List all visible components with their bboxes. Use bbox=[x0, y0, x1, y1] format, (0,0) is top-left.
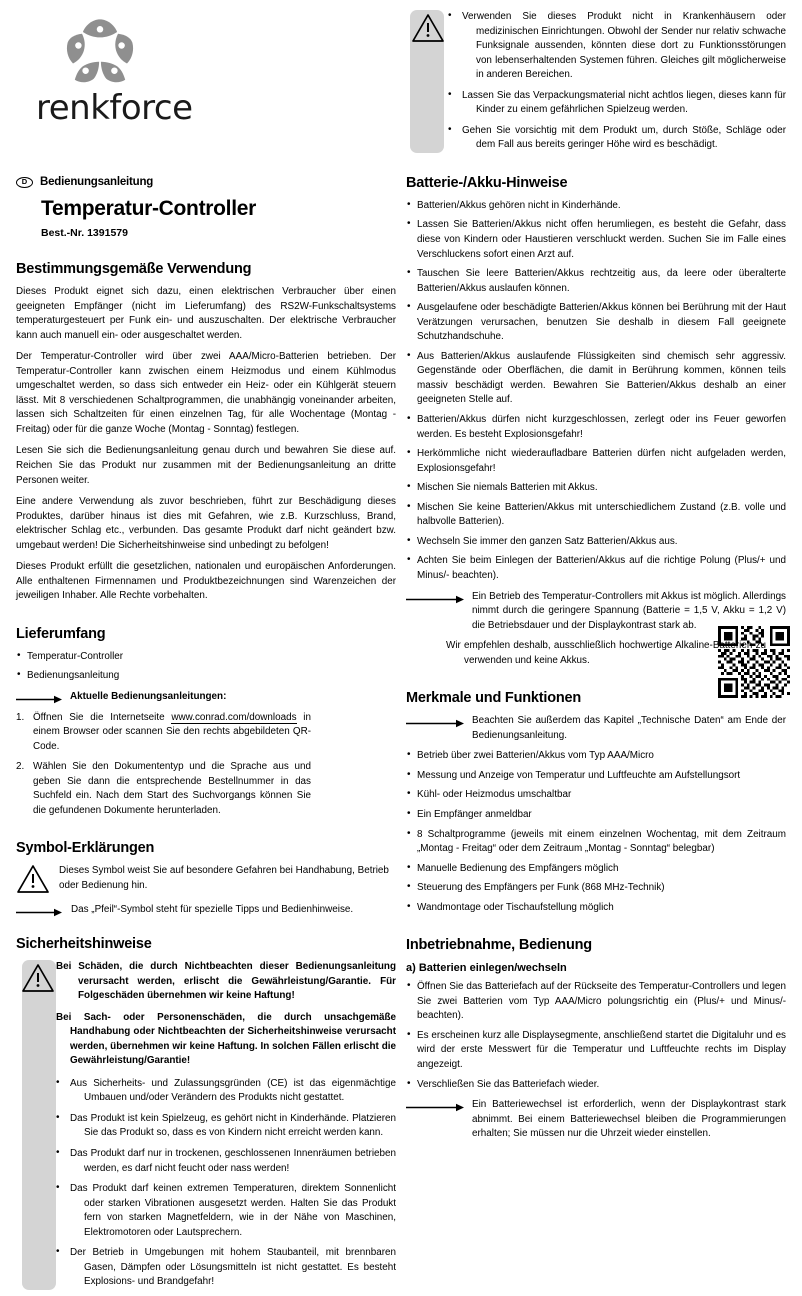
section-heading-startup: Inbetriebnahme, Bedienung bbox=[406, 937, 592, 954]
page-title: Temperatur-Controller bbox=[41, 197, 257, 220]
list-item bbox=[56, 1246, 396, 1290]
list-item: • Wandmontage oder Tischaufstellung möglich bbox=[406, 901, 786, 916]
list-item: • Messung und Anzeige von Temperatur und Luftfeuchte am Aufstellungsort bbox=[406, 769, 786, 784]
safety-panel-bar bbox=[22, 960, 56, 1290]
download-link[interactable]: www.conrad.com/downloads bbox=[171, 711, 297, 723]
list-item: • Betrieb über zwei Batterien/Akkus vom Typ AAA/Micro bbox=[406, 749, 786, 764]
section-heading-safety: Sicherheitshinweise bbox=[16, 935, 152, 952]
brand-logo bbox=[36, 14, 396, 128]
download-note-label: Aktuelle Bedienungsanleitungen: bbox=[70, 691, 227, 703]
list-item: • 8 Schaltprogramme (jeweils mit einem einzelnen Wochentag, mit dem Zeitraum „Montag - Freitag“ oder dem Zeitraum „Montag - Sonntag“ belegbar) bbox=[406, 828, 786, 857]
list-item: • Ausgelaufene oder beschädigte Batterien/Akkus können bei Berührung mit der Haut Verätzungen verursachen, benutzen Sie deshalb in diesem Fall geeignete Schutzhandschuhe. bbox=[406, 301, 786, 345]
list-item bbox=[448, 124, 786, 153]
section-heading-intended-use: Bestimmungsgemäße Verwendung bbox=[16, 261, 252, 277]
list-item-text: • Verwenden Sie dieses Produkt nicht in Krankenhäusern oder medizinischen Einrichtungen. Obwohl der Sender nur relativ schwache Funksignale aussenden, könnten diese dort zu Funktionsstörungen von lebenserhaltenden Systemen führen. Gleiches gilt möglicherweise in anderen Bereichen. bbox=[462, 11, 786, 81]
section-heading-scope-of-delivery: Lieferumfang bbox=[16, 625, 106, 642]
symbol-arrow-text: Das „Pfeil“-Symbol steht für spezielle Tipps und Bedienhinweise. bbox=[71, 904, 354, 916]
order-number: Best.-Nr. 1391579 bbox=[41, 227, 128, 239]
symbol-warning-row bbox=[16, 864, 396, 894]
arrow-right-icon bbox=[16, 695, 62, 704]
list-item: • Lassen Sie Batterien/Akkus nicht offen herumliegen, es besteht die Gefahr, dass diese von Kindern oder Haustieren verschluckt werden. Suchen Sie im Falle eines Verschluckens sofort einen Arzt auf. bbox=[406, 218, 786, 262]
download-steps bbox=[16, 711, 311, 819]
features-list bbox=[406, 749, 786, 915]
list-item: • Herkömmliche nicht wiederaufladbare Batterien dürfen nicht aufgeladen werden, Explosionsgefahr! bbox=[406, 447, 786, 476]
list-item: • Aus Batterien/Akkus auslaufende Flüssigkeiten sind chemisch sehr aggressiv. Gegenstände oder Oberflächen, die damit in Berührung kommen, können teils massiv beschädigt werden. Bewahren Sie Batterien/Akkus deshalb an einer geeigneten Stelle auf. bbox=[406, 350, 786, 408]
battery-arrow-note bbox=[406, 590, 786, 634]
list-item bbox=[448, 10, 786, 83]
features-arrow-note-text: Beachten Sie außerdem das Kapitel „Technische Daten“ am Ende der Bedienungsanleitung. bbox=[472, 715, 786, 741]
warning-triangle-icon bbox=[411, 13, 445, 43]
document-type-label: Bedienungsanleitung bbox=[40, 176, 154, 188]
paragraph: Eine andere Verwendung als zuvor beschrieben, führt zur Beschädigung dieses Produktes, darüber hinaus ist dies mit Gefahren, wie z.B. Kurzschluss, Brand, elektrischer Schlag etc., verbunden. Das gesamte Produkt darf nicht geändert bzw. umgebaut werden! Die Sicherheitshinweise sind unbedingt zu befolgen! bbox=[16, 496, 396, 551]
safety-continued-list bbox=[448, 10, 786, 153]
safety-list bbox=[56, 1077, 396, 1290]
arrow-right-icon bbox=[406, 719, 464, 728]
warning-triangle-icon bbox=[21, 963, 55, 993]
right-column bbox=[406, 0, 786, 1148]
safety-bold-warning-1: Bei Schäden, die durch Nichtbeachten dieser Bedienungsanleitung verursacht werden, erlischt die Gewährleistung/Garantie. Für Folgeschäden übernehmen wir keine Haftung! bbox=[56, 960, 396, 1002]
arrow-right-icon bbox=[406, 1103, 464, 1112]
section-heading-symbols: Symbol-Erklärungen bbox=[16, 840, 155, 857]
startup-arrow-note-text: Ein Batteriewechsel ist erforderlich, wenn der Displaykontrast stark abnimmt. Bei einem Batteriewechsel bleiben die Programmierungen erhalten; Sie müssen nur die Uhrzeit wieder einstellen. bbox=[472, 1099, 786, 1140]
symbol-arrow-row bbox=[16, 903, 396, 918]
list-item-text: • Gehen Sie vorsichtig mit dem Produkt um, durch Stöße, Schläge oder dem Fall aus bereits geringer Höhe wird es beschädigt. bbox=[462, 124, 786, 151]
list-item: • Kühl- oder Heizmodus umschaltbar bbox=[406, 788, 786, 803]
arrow-right-icon bbox=[16, 908, 62, 917]
battery-recommendation-text: Wir empfehlen deshalb, ausschließlich hochwertige Alkaline-Batterien zu verwenden und keine Akkus. bbox=[446, 640, 766, 666]
list-item bbox=[448, 89, 786, 118]
list-item: • Steuerung des Empfängers per Funk (868 MHz-Technik) bbox=[406, 881, 786, 896]
list-item: • Batterien/Akkus gehören nicht in Kinderhände. bbox=[406, 199, 786, 214]
language-flag-icon: D bbox=[16, 177, 33, 188]
safety-warning-panel bbox=[16, 960, 396, 1290]
scope-list bbox=[16, 650, 396, 684]
list-item bbox=[56, 1077, 396, 1106]
list-item-text: • Das Produkt darf keinen extremen Temperaturen, direktem Sonnenlicht oder starken Vibrationen ausgesetzt werden. Halten Sie das Produkt fern von starken Magnetfeldern, wie in der Nähe von Maschinen, Elektromotoren oder Lautsprechern. bbox=[70, 1183, 396, 1238]
list-item-text: • Der Betrieb in Umgebungen mit hohem Staubanteil, mit brennbaren Gasen, Dämpfen oder Lösungsmitteln ist nicht gestattet. Es besteht Explosions- und Brandgefahr! bbox=[70, 1247, 396, 1288]
list-item-text: • Lassen Sie das Verpackungsmaterial nicht achtlos liegen, dieses kann für Kinder zu einem gefährlichen Spielzeug werden. bbox=[462, 89, 786, 116]
list-item: • Öffnen Sie das Batteriefach auf der Rückseite des Temperatur-Controllers und legen Sie zwei Batterien vom Typ AAA/Micro polungsrichtig ein (Plus/+ und Minus/- beachten). bbox=[406, 980, 786, 1024]
list-item-text: • Das Produkt darf nur in trockenen, geschlossenen Innenräumen betrieben werden, es darf nicht feucht oder nass werden! bbox=[70, 1147, 396, 1174]
safety-warning-panel-continued bbox=[406, 10, 786, 153]
list-item-text: • Das Produkt ist kein Spielzeug, es gehört nicht in Kinderhände. Platzieren Sie das Produkt so, dass es von Kindern nicht erreicht werden kann. bbox=[70, 1112, 396, 1139]
startup-list bbox=[406, 980, 786, 1092]
paragraph: Dieses Produkt erfüllt die gesetzlichen, nationalen und europäischen Anforderungen. Alle enthaltenen Firmennamen und Produktbezeichnungen sind Warenzeichen der jeweiligen Inhaber. Alle Rechte vorbehalten. bbox=[16, 561, 396, 602]
battery-list bbox=[406, 199, 786, 584]
features-arrow-note bbox=[406, 714, 786, 743]
list-item-text: • Aus Sicherheits- und Zulassungsgründen (CE) ist das eigenmächtige Umbauen und/oder Verändern des Produkts nicht gestattet. bbox=[70, 1077, 396, 1104]
brand-wordmark: renkforce bbox=[36, 88, 193, 128]
subsection-heading-insert-batteries: a) Batterien einlegen/wechseln bbox=[406, 962, 567, 975]
safety-bold-warning-2: Bei Sach- oder Personenschäden, die durch unsachgemäße Handhabung oder Nichtbeachten der Sicherheitshinweise verursacht werden, übernehmen wir keine Haftung. In solchen Fällen erlischt die Gewährleistung/Garantie! bbox=[56, 1011, 396, 1067]
list-item bbox=[56, 1112, 396, 1141]
arrow-right-icon bbox=[406, 595, 464, 604]
list-item: • Es erscheinen kurz alle Displaysegmente, anschließend startet die Digitaluhr und es wird der erste Messwert für die Temperatur und Luftfeuchte rechts im Display angezeigt. bbox=[406, 1029, 786, 1073]
startup-arrow-note bbox=[406, 1098, 786, 1142]
paragraph: Der Temperatur-Controller wird über zwei AAA/Micro-Batterien betrieben. Der Temperatur-Controller kann zwischen einem Heizmodus und einem Kühlmodus umgeschaltet werden, so dass sich entweder ein Heiz- oder ein Kühlgerät steuern lässt. Mit 8 verschiedenen Schaltprogrammen, die unabhängig voneinander arbeiten, lassen sich Schaltzeiten für einen einzelnen Tag, für alle Wochentage (Montag - Freitag) oder für die ganze Woche (Montag - Sonntag) festlegen. bbox=[16, 351, 396, 435]
battery-arrow-note-text: Ein Betrieb des Temperatur-Controllers mit Akkus ist möglich. Allerdings nimmt durch die geringere Spannung (Batterie = 1,5 V, Akku = 1,2 V) die Betriebsdauer und der Displaykontrast stark ab. bbox=[472, 590, 786, 631]
list-item: • Verschließen Sie das Batteriefach wieder. bbox=[406, 1078, 786, 1093]
list-item: • Ein Empfänger anmeldbar bbox=[406, 808, 786, 823]
symbol-warning-text: Dieses Symbol weist Sie auf besondere Gefahren bei Handhabung, Betrieb oder Bedienung hin. bbox=[59, 865, 389, 891]
list-item: • Mischen Sie keine Batterien/Akkus mit unterschiedlichem Zustand (z.B. volle und halbvolle Batterien). bbox=[406, 501, 786, 530]
list-item: • Achten Sie beim Einlegen der Batterien/Akkus auf die richtige Polung (Plus/+ und Minus/- beachten). bbox=[406, 554, 786, 583]
section-heading-battery: Batterie-/Akku-Hinweise bbox=[406, 174, 568, 191]
list-item: • Wechseln Sie immer den ganzen Satz Batterien/Akkus aus. bbox=[406, 535, 786, 550]
list-item: • Batterien/Akkus dürfen nicht kurzgeschlossen, zerlegt oder ins Feuer geworfen werden. Es besteht Explosionsgefahr! bbox=[406, 413, 786, 442]
scope-download-note bbox=[16, 690, 396, 705]
document-language-line bbox=[16, 176, 396, 188]
list-item bbox=[56, 1182, 396, 1240]
list-item: • Mischen Sie niemals Batterien mit Akkus. bbox=[406, 481, 786, 496]
left-column bbox=[16, 0, 396, 1296]
list-item: Wählen Sie den Dokumententyp und die Sprache aus und geben Sie dann die entsprechende Bestellnummer in das Suchfeld ein. Nach dem Start des Suchvorgangs können Sie die gefundenen Dokumente herunterladen. bbox=[33, 761, 311, 816]
list-item: • Manuelle Bedienung des Empfängers möglich bbox=[406, 862, 786, 877]
list-item bbox=[56, 1147, 396, 1176]
renkforce-pinwheel-logo-icon bbox=[54, 14, 146, 86]
list-item: Öffnen Sie die Internetseite www.conrad.com/downloads in einem Browser oder scannen Sie den rechts abgebildeten QR-Code. bbox=[33, 711, 311, 752]
section-heading-features: Merkmale und Funktionen bbox=[406, 690, 582, 707]
list-item: • Temperatur-Controller bbox=[16, 650, 396, 665]
list-item: • Bedienungsanleitung bbox=[16, 669, 396, 684]
paragraph: Dieses Produkt eignet sich dazu, einen elektrischen Verbraucher über einen geeigneten Empfänger (nicht im Lieferumfang) des RS2W-Funkschaltsystems temperaturgesteuert per Funk ein- und auszuschalten. Der elektrische Verbraucher kann auch manuell ein- oder ausgeschaltet werden. bbox=[16, 286, 396, 341]
paragraph: Lesen Sie sich die Bedienungsanleitung genau durch und bewahren Sie diese auf. Reichen Sie das Produkt nur zusammen mit der Bedienungsanleitung an dritte Personen weiter. bbox=[16, 445, 396, 486]
warning-triangle-icon bbox=[16, 864, 50, 894]
list-item: • Tauschen Sie leere Batterien/Akkus rechtzeitig aus, da leere oder überalterte Batterien/Akkus auslaufen können. bbox=[406, 267, 786, 296]
